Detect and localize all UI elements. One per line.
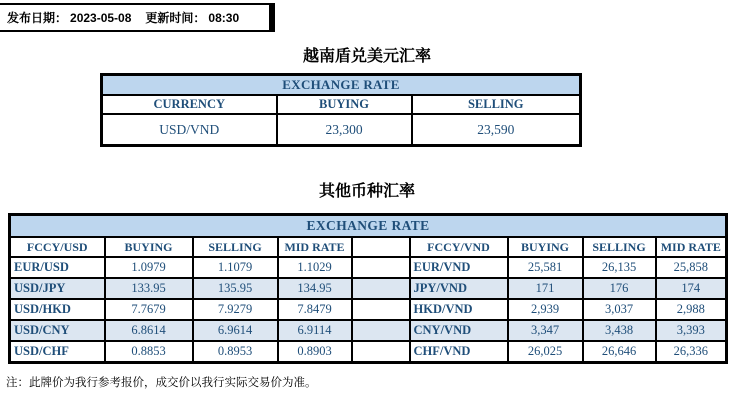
rate-cell: 0.8853 [105,341,193,363]
rate-cell: 23,300 [277,114,412,146]
table-row [10,320,727,341]
rate-cell: 0.8953 [193,341,278,363]
column-header-mid-rate: MID RATE [656,237,727,257]
rate-cell: 0.8903 [278,341,352,363]
rate-cell: 26,646 [583,341,656,363]
currency-pair-cell: USD/VND [102,114,277,146]
column-header-fccy-usd: FCCY/USD [10,237,105,257]
publish-date-label: 发布日期： [7,11,68,25]
rate-cell: 176 [583,278,656,299]
rate-cell: 25,858 [656,257,727,278]
column-header-selling: SELLING [193,237,278,257]
rate-cell: 3,438 [583,320,656,341]
rate-cell: 171 [508,278,583,299]
table-row [10,299,727,320]
rate-cell: 2,988 [656,299,727,320]
disclaimer-note: 注：此牌价为我行参考报价，成交价以我行实际交易价为准。 [6,377,317,389]
table-row [10,341,727,363]
currency-pair-cell: USD/HKD [10,299,105,320]
publish-info-box [0,3,275,32]
rate-cell: 174 [656,278,727,299]
rate-cell: 1.1079 [193,257,278,278]
rate-cell: 7.7679 [105,299,193,320]
publish-date-value: 2023-05-08 [70,10,132,25]
rate-cell: 6.9614 [193,320,278,341]
currency-pair-cell: USD/CHF [10,341,105,363]
rate-cell: 26,336 [656,341,727,363]
rate-cell: 6.8614 [105,320,193,341]
column-header-currency: CURRENCY [102,95,277,114]
other-table-title: EXCHANGE RATE [10,215,727,238]
column-header-mid-rate: MID RATE [278,237,352,257]
column-header-buying: BUYING [508,237,583,257]
column-header-buying: BUYING [277,95,412,114]
rate-cell: 7.8479 [278,299,352,320]
rate-cell: 3,037 [583,299,656,320]
rate-cell: 6.9114 [278,320,352,341]
separator-header-cell [352,237,410,257]
currency-pair-cell: USD/JPY [10,278,105,299]
column-header-selling: SELLING [412,95,581,114]
rate-cell: 26,025 [508,341,583,363]
usd-vnd-section-title: 越南盾兑美元汇率 [302,48,431,65]
rate-cell: 135.95 [193,278,278,299]
currency-pair-cell: CHF/VND [410,341,508,363]
rate-cell: 134.95 [278,278,352,299]
separator-cell [352,341,410,363]
rate-cell: 1.0979 [105,257,193,278]
separator-cell [352,320,410,341]
currency-pair-cell: CNY/VND [410,320,508,341]
column-header-selling: SELLING [583,237,656,257]
rate-cell: 26,135 [583,257,656,278]
separator-cell [352,299,410,320]
other-currencies-section-title: 其他币种汇率 [318,183,415,200]
currency-pair-cell: EUR/USD [10,257,105,278]
rate-cell: 2,939 [508,299,583,320]
usd-vnd-rate-table [100,73,582,147]
currency-pair-cell: USD/CNY [10,320,105,341]
update-time-value: 08:30 [208,10,240,25]
usd-vnd-table-title: EXCHANGE RATE [102,75,581,96]
rate-cell: 1.1029 [278,257,352,278]
other-currencies-rate-table [8,213,728,364]
rate-cell: 23,590 [412,114,581,146]
table-row [102,114,581,146]
currency-pair-cell: JPY/VND [410,278,508,299]
rate-cell: 7.9279 [193,299,278,320]
table-row [10,257,727,278]
update-time-label: 更新时间： [145,11,206,25]
rate-cell: 3,347 [508,320,583,341]
currency-pair-cell: HKD/VND [410,299,508,320]
rate-cell: 133.95 [105,278,193,299]
separator-cell [352,257,410,278]
rate-cell: 25,581 [508,257,583,278]
rate-cell: 3,393 [656,320,727,341]
separator-cell [352,278,410,299]
currency-pair-cell: EUR/VND [410,257,508,278]
table-row [10,278,727,299]
column-header-fccy-vnd: FCCY/VND [410,237,508,257]
column-header-buying: BUYING [105,237,193,257]
